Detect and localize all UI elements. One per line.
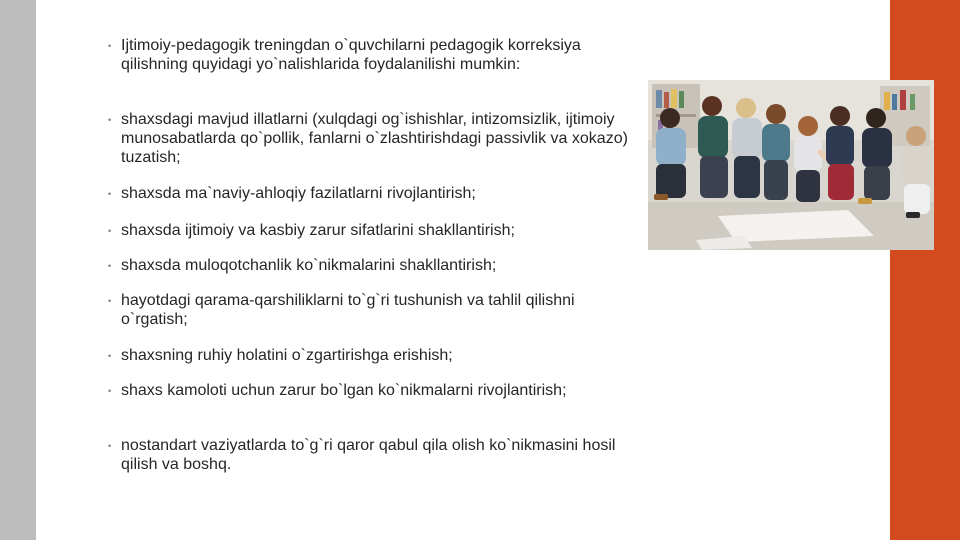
bullet-item [108,110,628,167]
bullet-text: shaxsda ma`naviy-ahloqiy fazilatlarni rivojlantirish; [121,185,476,202]
bullet-marker: • [108,386,112,396]
bullet-marker: • [108,351,112,361]
bullet-marker: • [108,41,112,51]
bullet-item [108,184,628,204]
bullet-marker: • [108,441,112,451]
bullet-text: shaxsda muloqotchanlik ko`nikmalarini shakllantirish; [121,257,497,274]
bullet-item [108,36,628,74]
bullet-marker: • [108,115,112,125]
bullet-item [108,221,628,241]
bullet-text: shaxsdagi mavjud illatlarni (xulqdagi og`ishishlar, intizomsizlik, ijtimoiy munosabatlarda qo`pollik, fanlarni o`zlashtirishdagi passivlik va xokazo) tuzatish; [121,111,628,166]
bullet-item [108,256,628,276]
bullet-text: shaxs kamoloti uchun zarur bo`lgan ko`nikmalarni rivojlantirish; [121,382,567,399]
bullet-marker: • [108,226,112,236]
bullet-marker: • [108,189,112,199]
bullet-text: shaxsning ruhiy holatini o`zgartirishga erishish; [121,347,453,364]
bullet-item [108,346,628,366]
bullet-item [108,381,628,401]
bullet-text: hayotdagi qarama-qarshiliklarni to`g`ri tushunish va tahlil qilishni o`rgatish; [121,292,575,328]
bullet-item [108,436,628,474]
group-training-photo [648,80,934,250]
bullet-item [108,291,628,329]
bullet-text: shaxsda ijtimoiy va kasbiy zarur sifatlarini shakllantirish; [121,222,515,239]
left-decor-strip [0,0,36,540]
bullet-text: Ijtimoiy-pedagogik treningdan o`quvchilarni pedagogik korreksiya qilishning quyidagi yo`nalishlarida foydalanilishi mumkin: [121,37,581,73]
bullet-marker: • [108,261,112,271]
bullet-marker: • [108,296,112,306]
bullet-text: nostandart vaziyatlarda to`g`ri qaror qabul qila olish ko`nikmasini hosil qilish va boshq. [121,437,616,473]
